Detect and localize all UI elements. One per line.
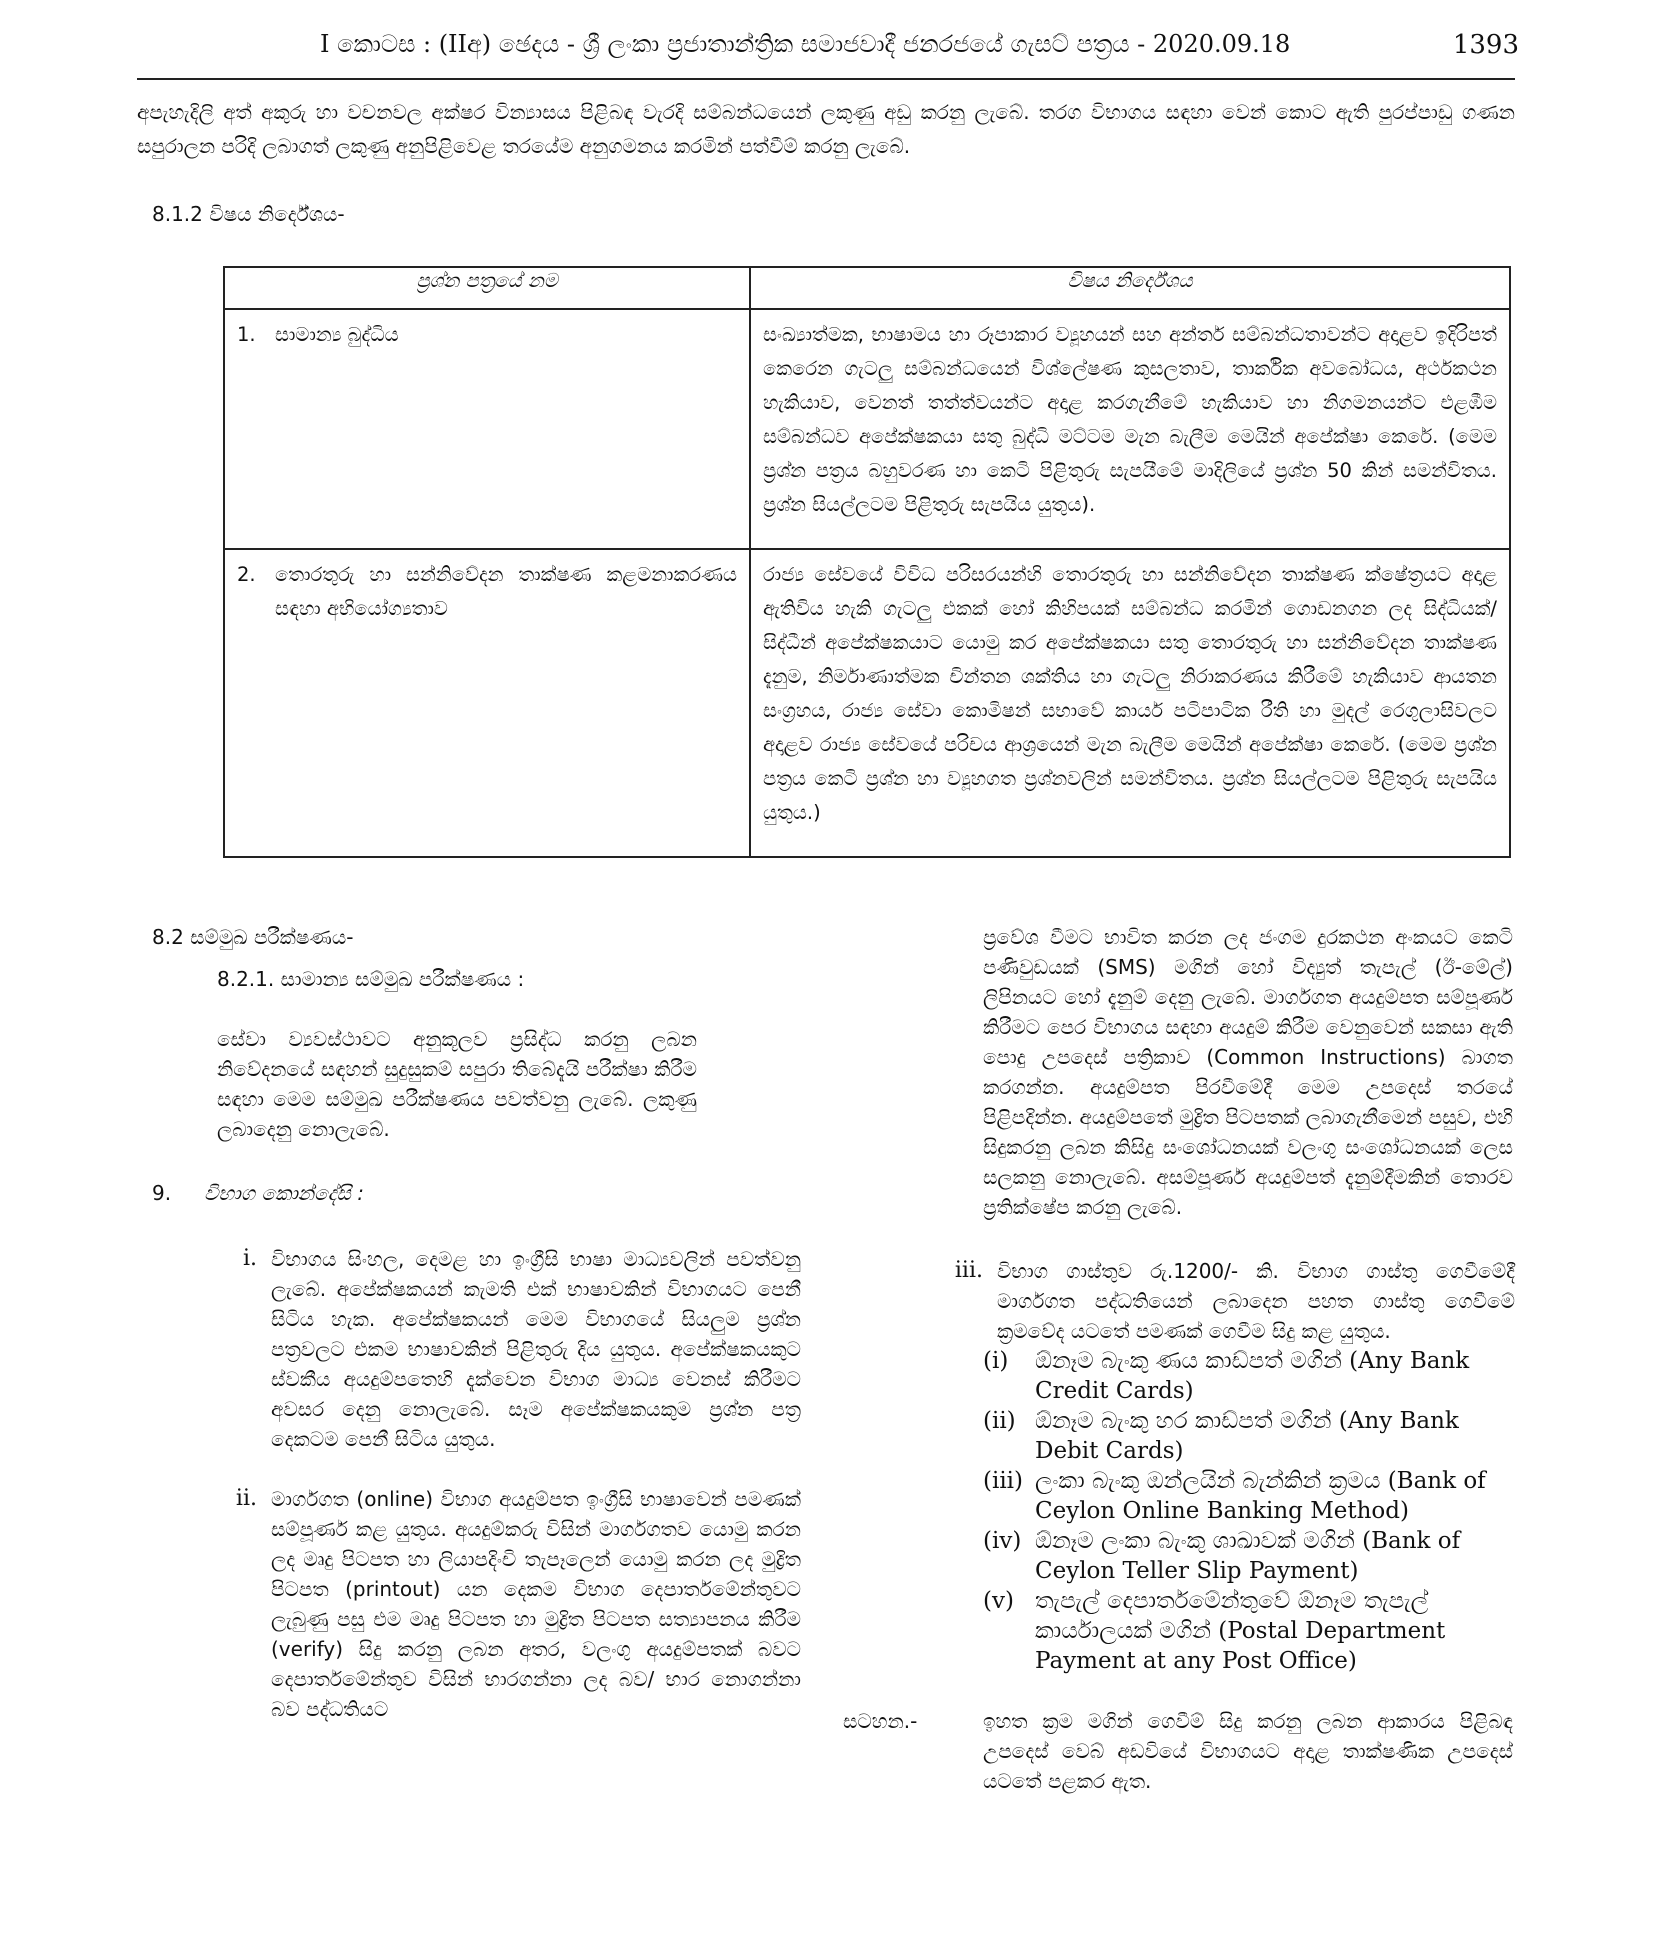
condition-item-ii	[137, 1484, 827, 1724]
table-row	[224, 549, 1510, 857]
condition-item-iii	[843, 1256, 1515, 1346]
table-row	[224, 309, 1510, 549]
condition-number: ii.	[235, 1486, 257, 1511]
header-paper-name: ප්‍රශ්න පත්‍රයේ නම	[224, 267, 750, 309]
note-text: ඉහත ක්‍රම මගින් ගෙවීම් සිදු කරනු ලබන ආකාරය පිළිබඳ උපදෙස් වෙබ් අඩවියේ විභාගයට අදාළ තාක්ෂණික උපදෙස් යටතේ පළකර ඇත.	[983, 1709, 1513, 1793]
condition-text: මාර්ගගත (online) විභාග අයදුම්පත ඉංග්‍රීසි භාෂාවෙන් පමණක් සම්පූර්ණ කළ යුතුය. අයදුම්කරු විසින් මාර්ගගතව යොමු කරන ලද මෘදු පිටපත හා ලියාපදිංචි තැපෑලෙන් යොමු කරන ලද මුද්‍රිත පිටපත (printout) යන දෙකම විභාග දෙපාර්තමේන්තුවට ලැබුණු පසු එම මෘදු පිටපත හා මුද්‍රිත පිටපත සත්‍යාපනය කිරීම (verify) සිදු කරනු ලබන අතර, වලංගු අයදුම්පතක් බවට දෙපාර්තමේන්තුව විසින් භාරගන්නා ලද බව/ භාර නොගන්නා බව පද්ධතියට	[271, 1487, 801, 1721]
list-item: (ii) ඕනෑම බැංකු හර කාඩ්පත් මගින් (Any Bank Debit Cards)	[983, 1408, 1459, 1464]
condition-text: විභාග ගාස්තුව රු.1200/- කි. විභාග ගාස්තු ගෙවීමේදී මාර්ගගත පද්ධතියෙන් ලබාදෙන පහත ගාස්තු ගෙවීමේ ක්‍රමවේද යටතේ පමණක් ගෙවීම සිදු කළ යුතුය.	[997, 1259, 1515, 1343]
paper-number: 2.	[237, 563, 256, 586]
paper-title: තොරතුරු හා සන්නිවේදන තාක්ෂණ කළමනාකරණය සඳහා අභියෝග්‍යතාව	[275, 563, 737, 620]
note	[843, 1706, 1515, 1796]
gazette-header-title: I කොටස : (IIඅ) ඡෙදය - ශ්‍රී ලංකා ප්‍රජාතාන්ත්‍රික සමාජවාදී ජනරජයේ ගැසට් පත්‍රය - 2020.09.18	[320, 30, 1291, 58]
payment-methods-list	[983, 1346, 1513, 1676]
condition-number: iii.	[954, 1258, 983, 1283]
section-9-title: විභාග කොන්දේසි :	[204, 1181, 365, 1205]
page-number: 1393	[1452, 30, 1519, 60]
syllabus-table	[223, 266, 1511, 858]
header-divider	[137, 78, 1515, 80]
list-item: (v) තැපැල් දෙපාර්තමේන්තුවේ ඕනෑම තැපැල් කාර්යාලයක් මගින් (Postal Department Payment at any Post Office)	[983, 1588, 1446, 1674]
condition-number: i.	[242, 1246, 257, 1271]
section-8-2-1-text: සේවා ව්‍යවස්ථාවට අනුකූලව ප්‍රසිද්ධ කරනු ලබන නිවේදනයේ සඳහන් සුදුසුකම් සපුරා තිබේදැයි පරීක්ෂා කිරීම සඳහා මෙම සම්මුඛ පරීක්ෂණය පවත්වනු ලැබේ. ලකුණු ලබාදෙනු නොලැබේ.	[217, 1027, 697, 1141]
note-label: සටහන.-	[843, 1709, 918, 1733]
section-9-heading	[152, 1178, 827, 1208]
intro-paragraph: අපැහැදිලි අත් අකුරු හා වචනවල අක්ෂර වින්‍යාසය පිළිබඳ වැරදි සම්බන්ධයෙන් ලකුණු අඩු කරනු ලැබේ. තරග විභාගය සඳහා වෙන් කොට ඇති පුරප්පාඩු ගණන සපුරාලන පරිදි ලබාගත් ලකුණු අනුපිළිවෙළ තරයේම අනුගමනය කරමින් පත්වීම් කරනු ලැබේ.	[137, 100, 1515, 158]
list-item: (iv) ඕනෑම ලංකා බැංකු ශාඛාවක් මගින් (Bank of Ceylon Teller Slip Payment)	[983, 1528, 1461, 1584]
list-item: (iii) ලංකා බැංකු ඔන්ලයින් බැන්කින් ක්‍රමය (Bank of Ceylon Online Banking Method)	[983, 1468, 1486, 1524]
syllabus-table-header	[224, 267, 1510, 309]
section-8-1-2-title: 8.1.2 විෂය නිර්දේශය-	[152, 202, 345, 226]
section-8-2-title: 8.2 සම්මුඛ පරීක්ෂණය-	[152, 925, 354, 949]
paper-name	[237, 318, 737, 352]
paper-name	[237, 558, 737, 626]
right-column	[843, 922, 1515, 1796]
paper-title: සාමාන්‍ය බුද්ධිය	[275, 323, 399, 346]
header-syllabus: විෂය නිර්දේශය	[750, 267, 1510, 309]
paper-number: 1.	[237, 323, 256, 346]
syllabus-description: රාජ්‍ය සේවයේ විවිධ පරිසරයන්හි තොරතුරු හා සන්නිවේදන තාක්ෂණ ක්ෂේත්‍රයට අදාළ ඇතිවිය හැකි ගැටලු එකක් හෝ කිහිපයක් සම්බන්ධ කරමින් ගොඩනගන ලද සිද්ධියක්/ සිද්ධීන් අපේක්ෂකයාට යොමු කර අපේක්ෂකයා සතු තොරතුරු හා සන්නිවේදන තාක්ෂණ දැනුම, නිර්මාණාත්මක චින්තන ශක්තිය හා ගැටලු නිරාකරණය කිරීමේ හැකියාව ආයතන සංග්‍රහය, රාජ්‍ය සේවා කොමිෂන් සභාවේ කාර්ය පටිපාටික රීති හා මුදල් රෙගුලාසිවලට අදාළව රාජ්‍ය සේවයේ පරිචය ආශ්‍රයෙන් මැන බැලීම මෙයින් අපේක්ෂා කෙරේ. (මෙම ප්‍රශ්න පත්‍රය කෙටි ප්‍රශ්න හා ව්‍යූහගත ප්‍රශ්නවලින් සමන්විතය. ප්‍රශ්න සියල්ලටම පිළිතුරු සැපයිය යුතුය.)	[750, 549, 1510, 857]
list-item: (i) ඕනෑම බැංකු ණය කාඩ්පත් මගින් (Any Bank Credit Cards)	[983, 1348, 1470, 1404]
syllabus-description: සංඛ්‍යාත්මක, භාෂාමය හා රූපාකාර ව්‍යූහයන් සහ අන්තර් සම්බන්ධතාවන්ට අදාළව ඉදිරිපත් කෙරෙන ගැටලු සම්බන්ධයෙන් විශ්ලේෂණ කුසලතාව, තාර්කික අවබෝධය, අර්ථකථන හැකියාව, වෙනත් තත්ත්වයන්ට අදාළ කරගැනීමේ හැකියාව හා නිගමනයන්ට එළඹීම සම්බන්ධව අපේක්ෂකයා සතු බුද්ධි මට්ටම මැන බැලීම මෙයින් අපේක්ෂා කෙරේ. (මෙම ප්‍රශ්න පත්‍රය බහුවරණ හා කෙටි පිළිතුරු සැපයීමේ මාදිලියේ ප්‍රශ්න 50 කින් සමන්විතය. ප්‍රශ්න සියල්ලටම පිළිතුරු සැපයිය යුතුය).	[750, 309, 1510, 549]
condition-item-i	[137, 1244, 827, 1454]
condition-text: විභාගය සිංහල, දෙමළ හා ඉංග්‍රීසි භාෂා මාධ්‍යවලින් පවත්වනු ලැබේ. අපේක්ෂකයන් කැමති එක් භාෂාවකින් විභාගයට පෙනී සිටිය හැක. අපේක්ෂකයන් මෙම විභාගයේ සියලුම ප්‍රශ්න පත්‍රවලට එකම භාෂාවකින් පිළිතුරු දිය යුතුය. අපේක්ෂකයකුට ස්වකීය අයදුම්පතෙහි දැක්වෙන විභාග මාධ්‍ය වෙනස් කිරීමට අවසර දෙනු නොලැබේ. සෑම අපේක්ෂකයකුම ප්‍රශ්න පත්‍ර දෙකටම පෙනී සිටිය යුතුය.	[271, 1247, 801, 1451]
left-column	[137, 922, 827, 1724]
condition-ii-continued: ප්‍රවේශ වීමට භාවිත කරන ලද ජංගම දුරකථන අංකයට කෙටි පණිවුඩයක් (SMS) මගින් හෝ විද්‍යුත් තැපැල් (ඊ-මේල්) ලිපිනයට හෝ දැනුම් දෙනු ලැබේ. මාර්ගගත අයදුම්පත සම්පූර්ණ කිරීමට පෙර විභාගය සඳහා අයදුම් කිරීම වෙනුවෙන් සකසා ඇති පොදු උපදෙස් පත්‍රිකාව (Common Instructions) බාගත කරගන්න. අයදුම්පත පිරවීමේදී මෙම උපදෙස් තරයේ පිළිපදින්න. අයදුම්පතේ මුද්‍රිත පිටපතක් ලබාගැනීමෙන් පසුව, එහි සිදුකරනු ලබන කිසිදු සංශෝධනයක් වලංගු සංශෝධනයක් ලෙස සලකනු නොලැබේ. අසම්පූර්ණ අයදුම්පත් දැනුම්දීමකින් තොරව ප්‍රතික්ෂේප කරනු ලැබේ.	[983, 925, 1513, 1219]
section-9-number: 9.	[152, 1181, 172, 1205]
section-8-2-1-title: 8.2.1. සාමාන්‍ය සම්මුඛ පරීක්ෂණය :	[217, 967, 525, 991]
